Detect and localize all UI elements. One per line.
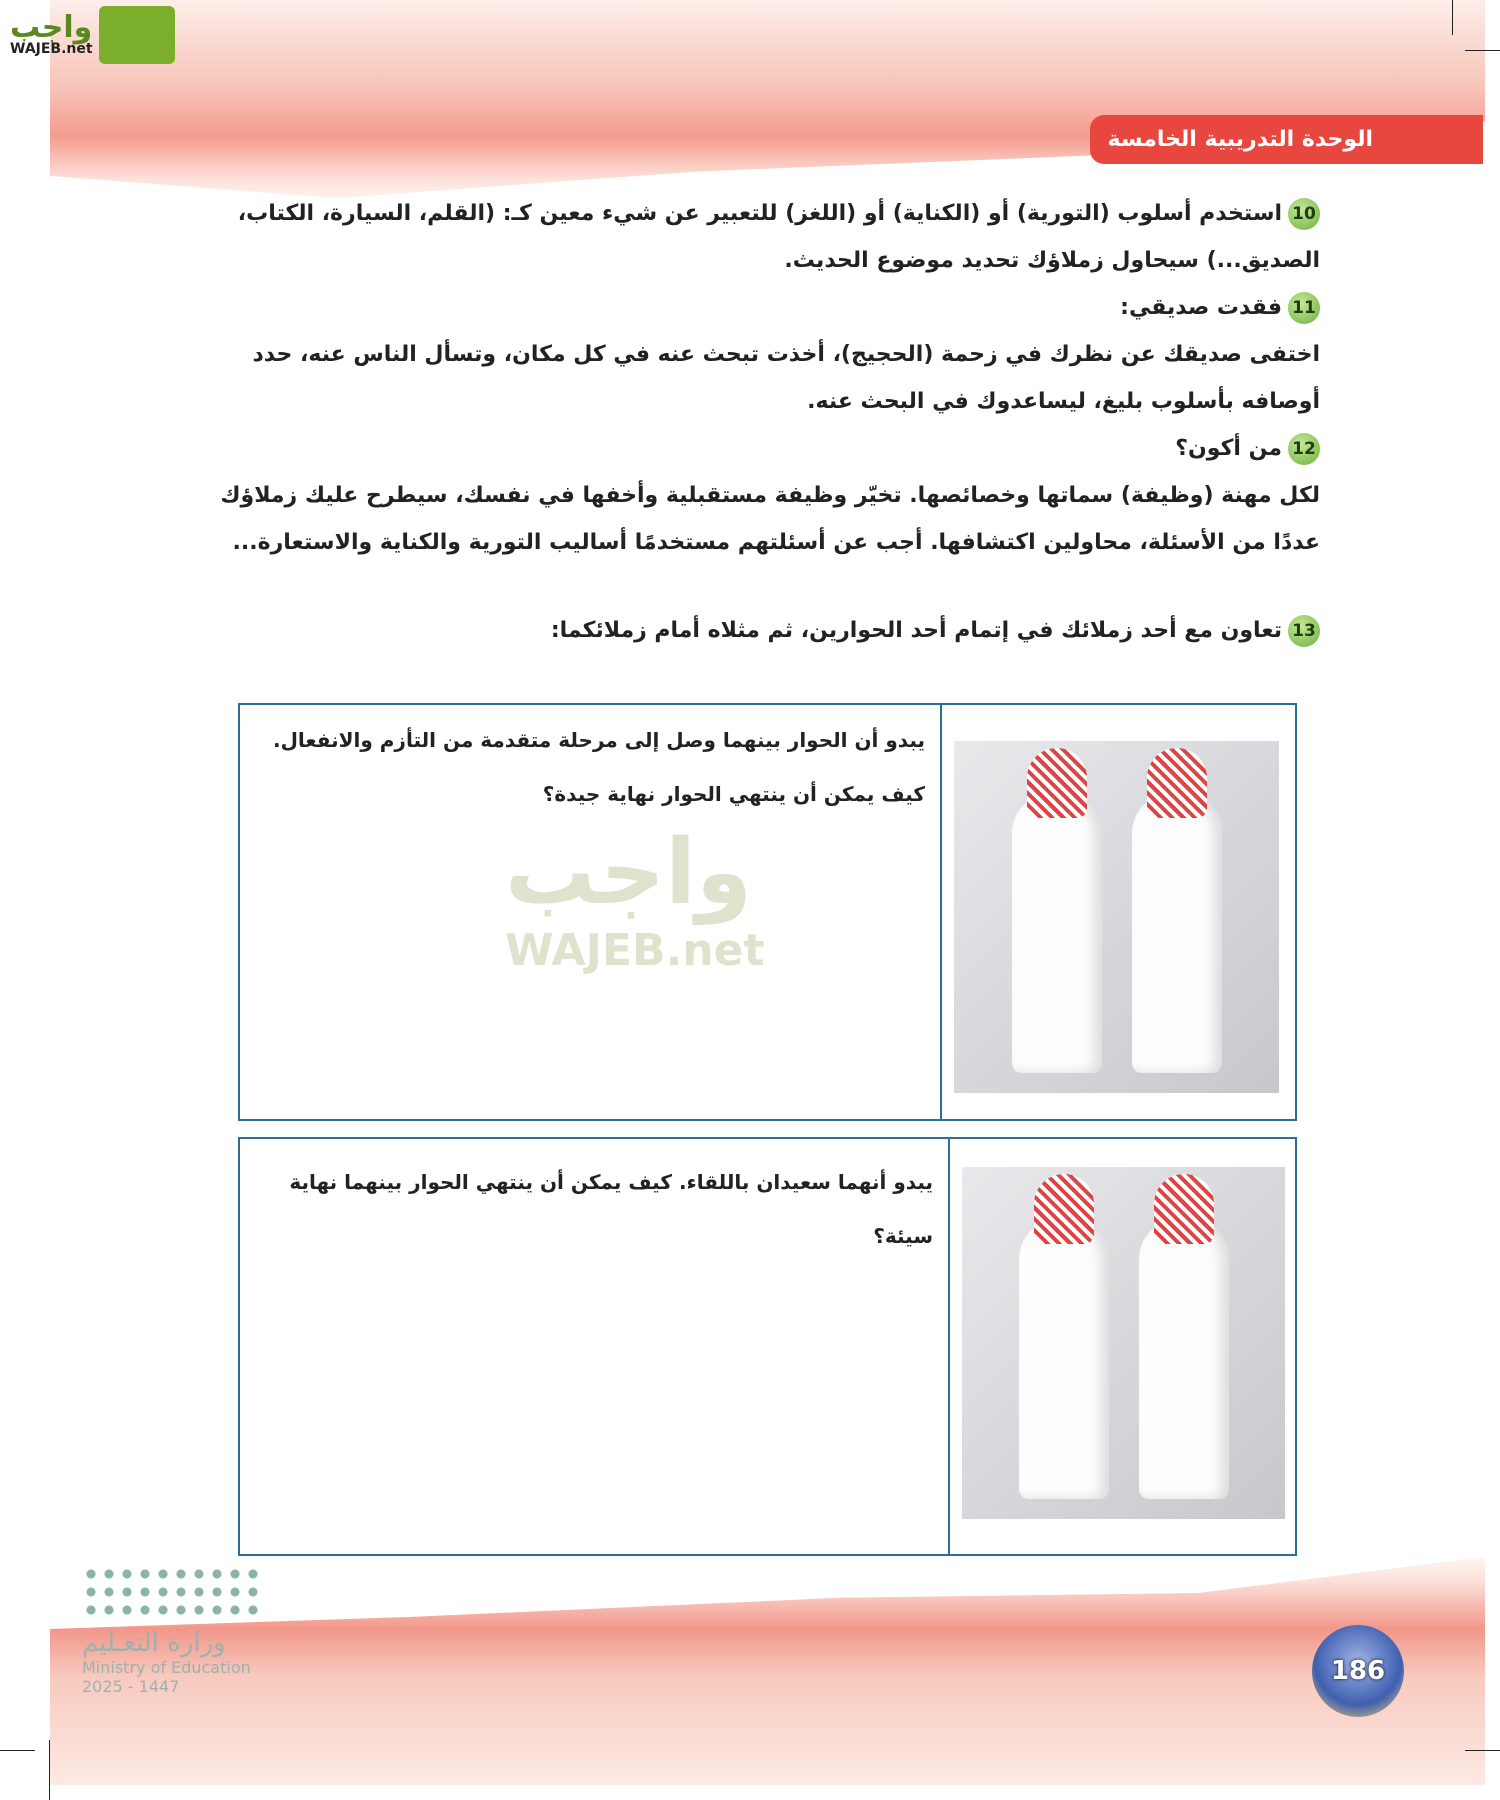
question-text: استخدم أسلوب (التورية) أو (الكناية) أو (اللغز) للتعبير عن شيء معين كـ: (القلم، السيارة، الكتاب، (237, 201, 1282, 226)
prompt-line: سيئة؟ (873, 1224, 933, 1248)
prompt-line: كيف يمكن أن ينتهي الحوار نهاية جيدة؟ (542, 782, 925, 806)
question-text: اختفى صديقك عن نظرك في زحمة (الحجيج)، أخذت تبحث عنه في كل مكان، وتسأل الناس عنه، حدد (252, 342, 1320, 367)
unit-title-badge: الوحدة التدريبية الخامسة (1090, 115, 1483, 164)
question-text: أوصافه بأسلوب بليغ، ليساعدوك في البحث عنه. (807, 389, 1320, 414)
wajeb-logo[interactable] (10, 6, 175, 64)
crop-mark (1452, 0, 1453, 35)
logo-text: واجب WAJEB.net (10, 10, 93, 57)
question-10 (215, 190, 1320, 237)
crop-mark (0, 1750, 35, 1751)
question-number: 10 (1288, 198, 1320, 230)
question-text: لكل مهنة (وظيفة) سماتها وخصائصها. تخيّر وظيفة مستقبلية وأخفها في نفسك، سيطرح عليك زملاؤك (220, 483, 1320, 508)
two-men-arguing-photo (954, 741, 1279, 1093)
prompt-line: يبدو أنهما سعيدان باللقاء. كيف يمكن أن ينتهي الحوار بينهما نهاية (289, 1170, 933, 1194)
question-13 (215, 615, 1320, 647)
two-men-handshake-photo (962, 1167, 1285, 1519)
question-text: الصديق...) سيحاول زملاؤك تحديد موضوع الحديث. (784, 248, 1320, 273)
crop-mark (1465, 1750, 1500, 1751)
question-title: تعاون مع أحد زملائك في إتمام أحد الحوارين، ثم مثلاه أمام زملائكما: (550, 618, 1282, 643)
question-title: من أكون؟ (1175, 436, 1282, 461)
dialogue-box-1 (238, 703, 1297, 1121)
question-number: 11 (1288, 292, 1320, 324)
question-text: عددًا من الأسئلة، محاولين اكتشافها. أجب عن أسئلتهم مستخدمًا أساليب التورية والكناية والاستعارة... (232, 530, 1320, 555)
edition-year: 2025 - 1447 (82, 1677, 180, 1696)
exercise-content (215, 190, 1320, 566)
crop-mark (1465, 50, 1500, 51)
dialogue-prompt (265, 713, 925, 821)
crop-mark (49, 1740, 50, 1800)
page-number: 186 (1312, 1625, 1404, 1717)
book-icon (99, 6, 175, 64)
ministry-logo (82, 1565, 262, 1696)
question-number: 12 (1288, 433, 1320, 465)
footer-wave-decoration (50, 1545, 1485, 1785)
question-12 (215, 425, 1320, 472)
header-wave-decoration (50, 0, 1485, 220)
question-number: 13 (1288, 615, 1320, 647)
question-title: فقدت صديقي: (1120, 295, 1282, 320)
prompt-line: يبدو أن الحوار بينهما وصل إلى مرحلة متقدمة من التأزم والانفعال. (272, 728, 925, 752)
dialogue-box-2 (238, 1137, 1297, 1556)
divider (940, 705, 942, 1119)
question-11 (215, 284, 1320, 331)
ministry-name-en: Ministry of Education (82, 1658, 251, 1677)
ministry-dots-emblem (82, 1565, 262, 1620)
divider (948, 1139, 950, 1554)
dialogue-prompt (273, 1155, 933, 1263)
wajeb-watermark: واجب WAJEB.net (505, 820, 765, 976)
ministry-name-ar: وزارة التعـليم (82, 1628, 226, 1658)
